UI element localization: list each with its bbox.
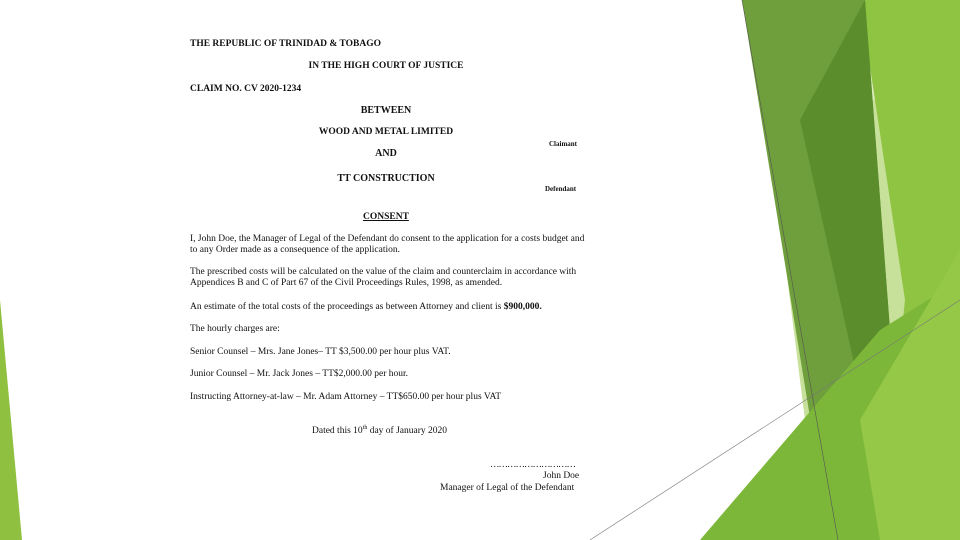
estimate-text: An estimate of the total costs of the proceedings as between Attorney and client is	[190, 302, 504, 312]
left-green-sliver	[0, 300, 22, 540]
dated-line	[312, 426, 447, 437]
dated-suffix: th	[362, 424, 368, 431]
claimant-name: WOOD AND METAL LIMITED	[318, 127, 454, 137]
claimant-label: Claimant	[549, 140, 577, 148]
consent-document	[150, 28, 590, 512]
and-label: AND	[375, 148, 397, 159]
consent-heading: CONSENT	[363, 212, 409, 222]
defendant-name: TT CONSTRUCTION	[337, 173, 435, 184]
paragraph-consent: I, John Doe, the Manager of Legal of the Defendant do consent to the application for a costs budget and to any Order made as a consequence of the application.	[190, 234, 585, 255]
hourly-intro: The hourly charges are:	[190, 324, 280, 334]
signature-line: …………………………	[490, 460, 575, 470]
junior-counsel-rate: Junior Counsel – Mr. Jack Jones – TT$2,000.00 per hour.	[190, 369, 409, 379]
paragraph-costs: The prescribed costs will be calculated on the value of the claim and counterclaim in accordance with Appendices B and C of Part 67 of the Civil Proceedings Rules, 1998, as amended.	[190, 267, 577, 288]
instructing-attorney-rate: Instructing Attorney-at-law – Mr. Adam Attorney – TT$650.00 per hour plus VAT	[190, 392, 502, 402]
claim-number: CLAIM NO. CV 2020-1234	[190, 84, 302, 94]
dated-rest: day of January 2020	[367, 426, 448, 436]
between-label: BETWEEN	[360, 105, 412, 116]
estimate-amount: $900,000.	[503, 302, 542, 312]
signatory-name: John Doe	[543, 471, 580, 481]
paragraph-estimate	[190, 302, 542, 313]
senior-counsel-rate: Senior Counsel – Mrs. Jane Jones– TT $3,500.00 per hour plus VAT.	[190, 347, 451, 357]
signatory-title: Manager of Legal of the Defendant	[440, 483, 575, 493]
defendant-label: Defendant	[545, 185, 577, 193]
court-title: IN THE HIGH COURT OF JUSTICE	[308, 61, 464, 71]
country-title: THE REPUBLIC OF TRINIDAD & TOBAGO	[190, 39, 382, 49]
dated-prefix: Dated this 10	[312, 426, 363, 436]
